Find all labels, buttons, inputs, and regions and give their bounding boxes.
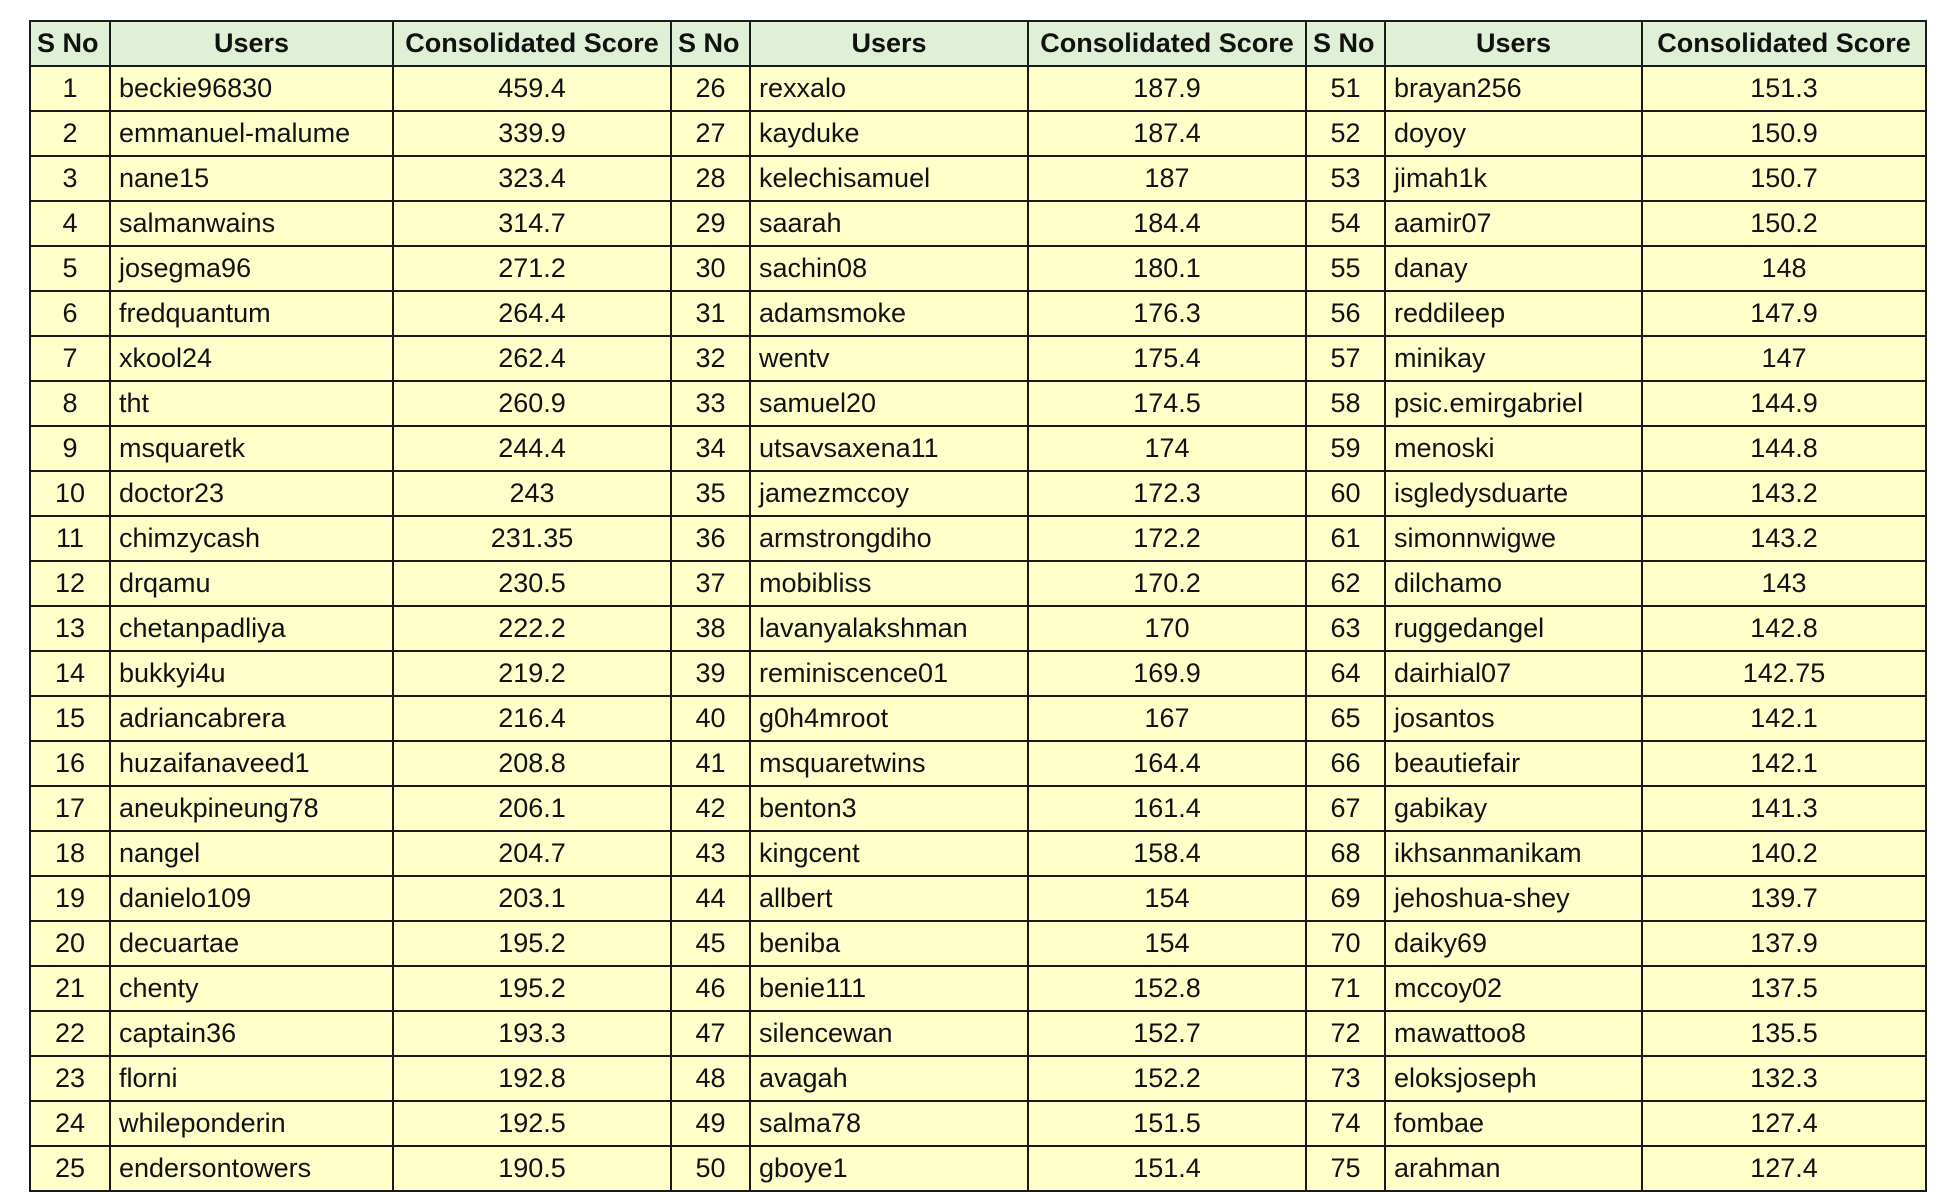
username-cell: eloksjoseph: [1385, 1056, 1642, 1101]
score-cell: 203.1: [393, 876, 671, 921]
sno-cell: 29: [671, 201, 750, 246]
username-cell: msquaretwins: [750, 741, 1028, 786]
username-cell: benie111: [750, 966, 1028, 1011]
sno-cell: 35: [671, 471, 750, 516]
sno-cell: 55: [1306, 246, 1385, 291]
score-cell: 187.4: [1028, 111, 1306, 156]
score-cell: 190.5: [393, 1146, 671, 1191]
sno-cell: 11: [30, 516, 110, 561]
username-cell: kayduke: [750, 111, 1028, 156]
username-cell: florni: [110, 1056, 393, 1101]
score-cell: 154: [1028, 921, 1306, 966]
score-cell: 169.9: [1028, 651, 1306, 696]
username-cell: dairhial07: [1385, 651, 1642, 696]
sno-cell: 69: [1306, 876, 1385, 921]
username-cell: reminiscence01: [750, 651, 1028, 696]
table-row: [30, 786, 1926, 831]
score-cell: 147: [1642, 336, 1926, 381]
sno-cell: 14: [30, 651, 110, 696]
sno-cell: 18: [30, 831, 110, 876]
sno-cell: 44: [671, 876, 750, 921]
sno-cell: 38: [671, 606, 750, 651]
username-cell: menoski: [1385, 426, 1642, 471]
table-body: [30, 66, 1926, 1191]
sno-cell: 50: [671, 1146, 750, 1191]
table-row: [30, 471, 1926, 516]
username-cell: lavanyalakshman: [750, 606, 1028, 651]
score-cell: 176.3: [1028, 291, 1306, 336]
score-cell: 170.2: [1028, 561, 1306, 606]
username-cell: emmanuel-malume: [110, 111, 393, 156]
score-cell: 143: [1642, 561, 1926, 606]
score-cell: 264.4: [393, 291, 671, 336]
username-cell: decuartae: [110, 921, 393, 966]
table-row: [30, 246, 1926, 291]
score-cell: 244.4: [393, 426, 671, 471]
username-cell: isgledysduarte: [1385, 471, 1642, 516]
score-cell: 150.9: [1642, 111, 1926, 156]
score-cell: 243: [393, 471, 671, 516]
username-cell: beautiefair: [1385, 741, 1642, 786]
score-cell: 219.2: [393, 651, 671, 696]
score-header: Consolidated Score: [1028, 21, 1306, 66]
username-cell: adamsmoke: [750, 291, 1028, 336]
table-row: [30, 201, 1926, 246]
score-cell: 204.7: [393, 831, 671, 876]
username-cell: salmanwains: [110, 201, 393, 246]
sno-cell: 31: [671, 291, 750, 336]
sno-cell: 66: [1306, 741, 1385, 786]
score-cell: 339.9: [393, 111, 671, 156]
username-cell: jamezmccoy: [750, 471, 1028, 516]
sno-cell: 63: [1306, 606, 1385, 651]
score-cell: 158.4: [1028, 831, 1306, 876]
users-header: Users: [750, 21, 1028, 66]
score-cell: 314.7: [393, 201, 671, 246]
username-cell: aneukpineung78: [110, 786, 393, 831]
username-cell: bukkyi4u: [110, 651, 393, 696]
username-cell: doctor23: [110, 471, 393, 516]
score-cell: 231.35: [393, 516, 671, 561]
score-cell: 137.9: [1642, 921, 1926, 966]
table-row: [30, 156, 1926, 201]
sno-cell: 12: [30, 561, 110, 606]
sno-cell: 64: [1306, 651, 1385, 696]
sno-cell: 9: [30, 426, 110, 471]
score-cell: 164.4: [1028, 741, 1306, 786]
sno-cell: 68: [1306, 831, 1385, 876]
score-cell: 260.9: [393, 381, 671, 426]
sno-cell: 48: [671, 1056, 750, 1101]
username-cell: saarah: [750, 201, 1028, 246]
username-cell: sachin08: [750, 246, 1028, 291]
score-cell: 323.4: [393, 156, 671, 201]
table-row: [30, 966, 1926, 1011]
username-cell: huzaifanaveed1: [110, 741, 393, 786]
table-row: [30, 381, 1926, 426]
sno-cell: 22: [30, 1011, 110, 1056]
table-row: [30, 66, 1926, 111]
sno-cell: 30: [671, 246, 750, 291]
score-cell: 144.8: [1642, 426, 1926, 471]
username-cell: arahman: [1385, 1146, 1642, 1191]
score-cell: 135.5: [1642, 1011, 1926, 1056]
sno-cell: 57: [1306, 336, 1385, 381]
sno-cell: 65: [1306, 696, 1385, 741]
sno-cell: 27: [671, 111, 750, 156]
sno-cell: 41: [671, 741, 750, 786]
table-row: [30, 111, 1926, 156]
table-row: [30, 606, 1926, 651]
username-cell: rexxalo: [750, 66, 1028, 111]
username-cell: kelechisamuel: [750, 156, 1028, 201]
username-cell: captain36: [110, 1011, 393, 1056]
sno-cell: 75: [1306, 1146, 1385, 1191]
username-cell: danay: [1385, 246, 1642, 291]
sno-cell: 37: [671, 561, 750, 606]
sno-cell: 21: [30, 966, 110, 1011]
score-cell: 167: [1028, 696, 1306, 741]
sno-cell: 56: [1306, 291, 1385, 336]
score-cell: 147.9: [1642, 291, 1926, 336]
username-cell: beniba: [750, 921, 1028, 966]
username-cell: josantos: [1385, 696, 1642, 741]
username-cell: silencewan: [750, 1011, 1028, 1056]
username-cell: allbert: [750, 876, 1028, 921]
sno-cell: 60: [1306, 471, 1385, 516]
sno-cell: 34: [671, 426, 750, 471]
username-cell: nane15: [110, 156, 393, 201]
score-cell: 192.8: [393, 1056, 671, 1101]
table-row: [30, 336, 1926, 381]
table-row: [30, 921, 1926, 966]
sno-cell: 28: [671, 156, 750, 201]
sno-cell: 10: [30, 471, 110, 516]
sno-cell: 51: [1306, 66, 1385, 111]
score-cell: 187: [1028, 156, 1306, 201]
score-cell: 139.7: [1642, 876, 1926, 921]
score-cell: 140.2: [1642, 831, 1926, 876]
sno-cell: 7: [30, 336, 110, 381]
table-header: [30, 21, 1926, 66]
sno-cell: 13: [30, 606, 110, 651]
users-header: Users: [1385, 21, 1642, 66]
score-cell: 216.4: [393, 696, 671, 741]
sno-cell: 58: [1306, 381, 1385, 426]
sno-header: S No: [671, 21, 750, 66]
username-cell: chimzycash: [110, 516, 393, 561]
score-cell: 184.4: [1028, 201, 1306, 246]
header-row: [30, 21, 1926, 66]
username-cell: drqamu: [110, 561, 393, 606]
username-cell: mobibliss: [750, 561, 1028, 606]
sno-cell: 8: [30, 381, 110, 426]
table-row: [30, 291, 1926, 336]
table-row: [30, 741, 1926, 786]
score-cell: 206.1: [393, 786, 671, 831]
score-cell: 143.2: [1642, 471, 1926, 516]
sno-cell: 17: [30, 786, 110, 831]
username-cell: aamir07: [1385, 201, 1642, 246]
score-cell: 137.5: [1642, 966, 1926, 1011]
score-header: Consolidated Score: [393, 21, 671, 66]
username-cell: jimah1k: [1385, 156, 1642, 201]
username-cell: brayan256: [1385, 66, 1642, 111]
username-cell: endersontowers: [110, 1146, 393, 1191]
sno-cell: 4: [30, 201, 110, 246]
score-cell: 193.3: [393, 1011, 671, 1056]
sno-cell: 62: [1306, 561, 1385, 606]
sno-cell: 1: [30, 66, 110, 111]
score-cell: 174: [1028, 426, 1306, 471]
score-cell: 175.4: [1028, 336, 1306, 381]
sno-cell: 45: [671, 921, 750, 966]
username-cell: adriancabrera: [110, 696, 393, 741]
username-cell: daiky69: [1385, 921, 1642, 966]
score-cell: 152.7: [1028, 1011, 1306, 1056]
username-cell: whileponderin: [110, 1101, 393, 1146]
score-cell: 262.4: [393, 336, 671, 381]
sno-cell: 40: [671, 696, 750, 741]
username-cell: simonnwigwe: [1385, 516, 1642, 561]
sno-cell: 70: [1306, 921, 1385, 966]
score-cell: 174.5: [1028, 381, 1306, 426]
score-cell: 195.2: [393, 966, 671, 1011]
score-cell: 127.4: [1642, 1146, 1926, 1191]
sno-cell: 19: [30, 876, 110, 921]
score-cell: 150.2: [1642, 201, 1926, 246]
score-cell: 154: [1028, 876, 1306, 921]
score-cell: 161.4: [1028, 786, 1306, 831]
table-row: [30, 831, 1926, 876]
sno-cell: 71: [1306, 966, 1385, 1011]
score-cell: 195.2: [393, 921, 671, 966]
score-cell: 172.3: [1028, 471, 1306, 516]
sno-cell: 25: [30, 1146, 110, 1191]
username-cell: danielo109: [110, 876, 393, 921]
score-cell: 230.5: [393, 561, 671, 606]
table-row: [30, 426, 1926, 471]
sno-cell: 2: [30, 111, 110, 156]
table-row: [30, 1146, 1926, 1191]
sno-cell: 54: [1306, 201, 1385, 246]
score-cell: 151.4: [1028, 1146, 1306, 1191]
sno-header: S No: [1306, 21, 1385, 66]
table-row: [30, 651, 1926, 696]
sno-cell: 47: [671, 1011, 750, 1056]
score-cell: 180.1: [1028, 246, 1306, 291]
sno-cell: 3: [30, 156, 110, 201]
username-cell: gboye1: [750, 1146, 1028, 1191]
username-cell: samuel20: [750, 381, 1028, 426]
sno-cell: 32: [671, 336, 750, 381]
score-cell: 170: [1028, 606, 1306, 651]
score-cell: 142.75: [1642, 651, 1926, 696]
score-cell: 187.9: [1028, 66, 1306, 111]
sno-cell: 39: [671, 651, 750, 696]
score-cell: 192.5: [393, 1101, 671, 1146]
username-cell: salma78: [750, 1101, 1028, 1146]
sno-cell: 53: [1306, 156, 1385, 201]
sno-cell: 59: [1306, 426, 1385, 471]
sno-cell: 74: [1306, 1101, 1385, 1146]
table-row: [30, 516, 1926, 561]
username-cell: psic.emirgabriel: [1385, 381, 1642, 426]
username-cell: chenty: [110, 966, 393, 1011]
table-row: [30, 696, 1926, 741]
username-cell: fredquantum: [110, 291, 393, 336]
table-row: [30, 1101, 1926, 1146]
sno-cell: 49: [671, 1101, 750, 1146]
sno-cell: 36: [671, 516, 750, 561]
sno-cell: 16: [30, 741, 110, 786]
score-cell: 127.4: [1642, 1101, 1926, 1146]
sno-cell: 46: [671, 966, 750, 1011]
username-cell: dilchamo: [1385, 561, 1642, 606]
table-row: [30, 561, 1926, 606]
username-cell: fombae: [1385, 1101, 1642, 1146]
username-cell: mawattoo8: [1385, 1011, 1642, 1056]
sno-cell: 6: [30, 291, 110, 336]
username-cell: g0h4mroot: [750, 696, 1028, 741]
username-cell: reddileep: [1385, 291, 1642, 336]
score-cell: 152.2: [1028, 1056, 1306, 1101]
score-header: Consolidated Score: [1642, 21, 1926, 66]
sno-header: S No: [30, 21, 110, 66]
username-cell: nangel: [110, 831, 393, 876]
sno-cell: 61: [1306, 516, 1385, 561]
username-cell: ikhsanmanikam: [1385, 831, 1642, 876]
username-cell: minikay: [1385, 336, 1642, 381]
username-cell: benton3: [750, 786, 1028, 831]
table-row: [30, 1056, 1926, 1101]
username-cell: utsavsaxena11: [750, 426, 1028, 471]
username-cell: avagah: [750, 1056, 1028, 1101]
score-cell: 151.5: [1028, 1101, 1306, 1146]
table-row: [30, 876, 1926, 921]
username-cell: msquaretk: [110, 426, 393, 471]
sno-cell: 33: [671, 381, 750, 426]
score-cell: 152.8: [1028, 966, 1306, 1011]
username-cell: gabikay: [1385, 786, 1642, 831]
sno-cell: 26: [671, 66, 750, 111]
sno-cell: 67: [1306, 786, 1385, 831]
username-cell: jehoshua-shey: [1385, 876, 1642, 921]
score-cell: 150.7: [1642, 156, 1926, 201]
username-cell: doyoy: [1385, 111, 1642, 156]
users-header: Users: [110, 21, 393, 66]
score-cell: 143.2: [1642, 516, 1926, 561]
score-cell: 151.3: [1642, 66, 1926, 111]
sno-cell: 5: [30, 246, 110, 291]
score-cell: 142.8: [1642, 606, 1926, 651]
username-cell: beckie96830: [110, 66, 393, 111]
username-cell: chetanpadliya: [110, 606, 393, 651]
username-cell: mccoy02: [1385, 966, 1642, 1011]
sno-cell: 42: [671, 786, 750, 831]
score-cell: 142.1: [1642, 741, 1926, 786]
sno-cell: 24: [30, 1101, 110, 1146]
score-cell: 459.4: [393, 66, 671, 111]
leaderboard-table: [29, 20, 1927, 1192]
score-cell: 144.9: [1642, 381, 1926, 426]
score-cell: 222.2: [393, 606, 671, 651]
username-cell: armstrongdiho: [750, 516, 1028, 561]
username-cell: ruggedangel: [1385, 606, 1642, 651]
sno-cell: 72: [1306, 1011, 1385, 1056]
sno-cell: 20: [30, 921, 110, 966]
sno-cell: 73: [1306, 1056, 1385, 1101]
score-cell: 141.3: [1642, 786, 1926, 831]
sno-cell: 52: [1306, 111, 1385, 156]
score-cell: 148: [1642, 246, 1926, 291]
table-row: [30, 1011, 1926, 1056]
username-cell: wentv: [750, 336, 1028, 381]
username-cell: kingcent: [750, 831, 1028, 876]
score-cell: 132.3: [1642, 1056, 1926, 1101]
username-cell: josegma96: [110, 246, 393, 291]
score-cell: 172.2: [1028, 516, 1306, 561]
score-cell: 271.2: [393, 246, 671, 291]
username-cell: tht: [110, 381, 393, 426]
sno-cell: 23: [30, 1056, 110, 1101]
sno-cell: 43: [671, 831, 750, 876]
score-cell: 142.1: [1642, 696, 1926, 741]
username-cell: xkool24: [110, 336, 393, 381]
sno-cell: 15: [30, 696, 110, 741]
score-cell: 208.8: [393, 741, 671, 786]
